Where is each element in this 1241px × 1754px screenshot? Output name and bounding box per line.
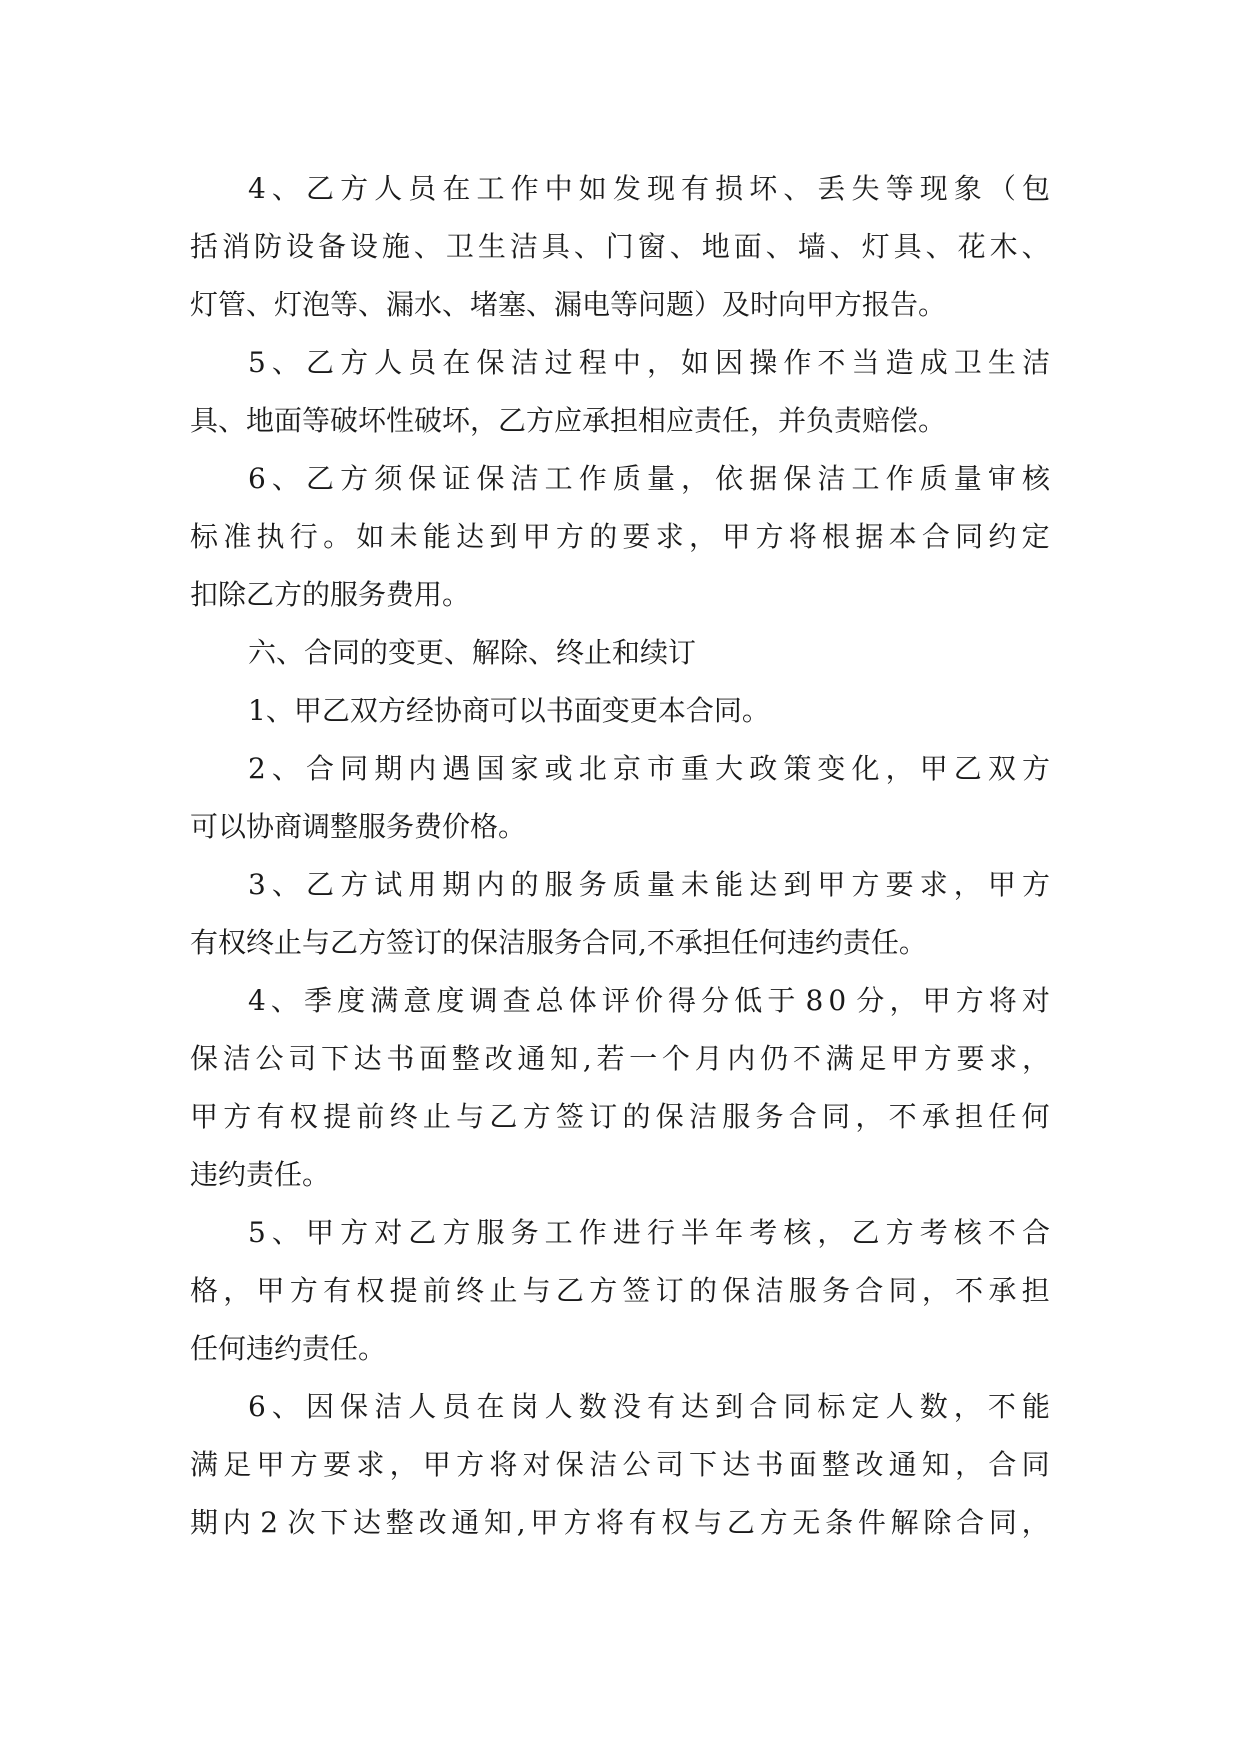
document-line: 任何违约责任。	[190, 1332, 387, 1365]
document-line: 4 、 乙 方 人 员 在 工 作 中 如 发 现 有 损 坏 、 丢 失 等 现 象 （ 包	[248, 172, 1050, 205]
document-line: 5 、 乙 方 人 员 在 保 洁 过 程 中 ， 如 因 操 作 不 当 造 成 卫 生 洁	[248, 346, 1050, 379]
document-line: 扣除乙方的服务费用。	[190, 578, 471, 611]
document-line: 六、合同的变更、解除、终止和续订	[248, 636, 697, 669]
document-line: 灯管、灯泡等、漏水、堵塞、漏电等问题）及时向甲方报告。	[190, 288, 947, 321]
document-line: 甲 方 有 权 提 前 终 止 与 乙 方 签 订 的 保 洁 服 务 合 同 ， 不 承 担 任 何	[190, 1100, 1050, 1133]
document-line: 6 、 因 保 洁 人 员 在 岗 人 数 没 有 达 到 合 同 标 定 人 数 ， 不 能	[248, 1390, 1050, 1423]
document-line: 1、甲乙双方经协商可以书面变更本合同。	[248, 694, 770, 727]
document-line: 具、地面等破坏性破坏，乙方应承担相应责任，并负责赔偿。	[190, 404, 947, 437]
document-line: 5 、 甲 方 对 乙 方 服 务 工 作 进 行 半 年 考 核 ， 乙 方 考 核 不 合	[248, 1216, 1050, 1249]
document-line: 格 ， 甲 方 有 权 提 前 终 止 与 乙 方 签 订 的 保 洁 服 务 合 同 ， 不 承 担	[190, 1274, 1050, 1307]
document-body	[190, 160, 1050, 1552]
document-line: 2 、 合 同 期 内 遇 国 家 或 北 京 市 重 大 政 策 变 化 ， 甲 乙 双 方	[248, 752, 1050, 785]
document-line: 有权终止与乙方签订的保洁服务合同,不承担任何违约责任。	[190, 926, 927, 959]
document-line: 可以协商调整服务费价格。	[190, 810, 527, 843]
document-line: 保 洁 公 司 下 达 书 面 整 改 通 知 , 若 一 个 月 内 仍 不 满 足 甲 方 要 求 ，	[190, 1042, 1050, 1075]
document-line: 括 消 防 设 备 设 施 、 卫 生 洁 具 、 门 窗 、 地 面 、 墙 、 灯 具 、 花 木 、	[190, 230, 1050, 263]
document-line: 期 内 2 次 下 达 整 改 通 知 , 甲 方 将 有 权 与 乙 方 无 条 件 解 除 合 同 ，	[190, 1506, 1050, 1539]
document-line: 满 足 甲 方 要 求 ， 甲 方 将 对 保 洁 公 司 下 达 书 面 整 改 通 知 ， 合 同	[190, 1448, 1050, 1481]
document-line: 4 、 季 度 满 意 度 调 查 总 体 评 价 得 分 低 于 8 0 分 ， 甲 方 将 对	[248, 984, 1050, 1017]
document-line: 3 、 乙 方 试 用 期 内 的 服 务 质 量 未 能 达 到 甲 方 要 求 ， 甲 方	[248, 868, 1050, 901]
document-line: 6 、 乙 方 须 保 证 保 洁 工 作 质 量 ， 依 据 保 洁 工 作 质 量 审 核	[248, 462, 1050, 495]
document-line: 违约责任。	[190, 1158, 331, 1191]
document-line: 标 准 执 行 。 如 未 能 达 到 甲 方 的 要 求 ， 甲 方 将 根 据 本 合 同 约 定	[190, 520, 1050, 553]
